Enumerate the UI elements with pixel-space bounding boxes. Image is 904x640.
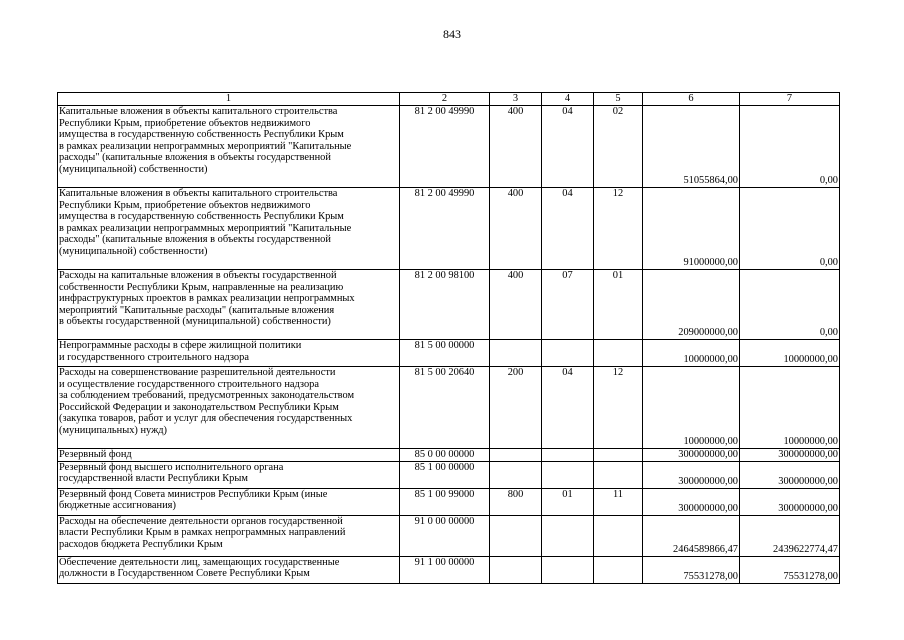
amount-col7: 0,00 [740,188,840,270]
expense-type-code [490,449,542,462]
subsection-code [594,461,643,488]
expense-type-code: 400 [490,188,542,270]
table-header-row [58,93,840,106]
amount-col7: 300000000,00 [740,449,840,462]
subsection-code [594,556,643,583]
target-article-code: 81 5 00 00000 [400,340,490,367]
expense-name: Резервный фонд Совета министров Республики Крым (иные бюджетные ассигнования) [58,488,400,515]
amount-col7: 10000000,00 [740,367,840,449]
amount-col7: 75531278,00 [740,556,840,583]
section-code: 01 [542,488,594,515]
expense-type-code [490,515,542,556]
subsection-code: 11 [594,488,643,515]
amount-col6: 51055864,00 [643,106,740,188]
expense-name: Обеспечение деятельности лиц, замещающих государственные должности в Государственном Совете Республики Крым [58,556,400,583]
target-article-code: 81 2 00 49990 [400,188,490,270]
amount-col6: 300000000,00 [643,449,740,462]
target-article-code: 91 0 00 00000 [400,515,490,556]
column-header: 2 [400,93,490,106]
expense-type-code: 400 [490,106,542,188]
table-row [58,367,840,449]
expense-name: Капитальные вложения в объекты капитального строительства Республики Крым, приобретение объектов недвижимого имущества в государственную собственность Республики Крым в рамках реализации непрограммных мероприятий "Капитальные расходы" (капитальные вложения в объекты государственной (муниципальной) собственности) [58,106,400,188]
amount-col7: 300000000,00 [740,461,840,488]
table-row [58,106,840,188]
column-header: 4 [542,93,594,106]
expense-name: Резервный фонд высшего исполнительного органа государственной власти Республики Крым [58,461,400,488]
amount-col6: 75531278,00 [643,556,740,583]
section-code [542,556,594,583]
section-code: 04 [542,188,594,270]
section-code: 04 [542,106,594,188]
expense-type-code: 400 [490,270,542,340]
target-article-code: 85 1 00 00000 [400,461,490,488]
expense-type-code [490,340,542,367]
expense-type-code: 800 [490,488,542,515]
expense-type-code [490,556,542,583]
target-article-code: 91 1 00 00000 [400,556,490,583]
expense-type-code: 200 [490,367,542,449]
subsection-code [594,340,643,367]
column-header: 1 [58,93,400,106]
section-code: 04 [542,367,594,449]
expense-name: Резервный фонд [58,449,400,462]
subsection-code [594,449,643,462]
table-row [58,515,840,556]
table-row [58,340,840,367]
amount-col7: 10000000,00 [740,340,840,367]
amount-col6: 10000000,00 [643,367,740,449]
expense-name: Непрограммные расходы в сфере жилищной политики и государственного строительного надзора [58,340,400,367]
page-number: 843 [443,27,461,41]
subsection-code [594,515,643,556]
expense-type-code [490,461,542,488]
target-article-code: 81 5 00 20640 [400,367,490,449]
section-code [542,461,594,488]
table-row [58,461,840,488]
table-row [58,270,840,340]
amount-col6: 209000000,00 [643,270,740,340]
table-row [58,188,840,270]
table-row [58,488,840,515]
section-code [542,340,594,367]
column-header: 5 [594,93,643,106]
target-article-code: 81 2 00 49990 [400,106,490,188]
expense-name: Расходы на капитальные вложения в объекты государственной собственности Республики Крым, направленные на реализацию инфраструктурных проектов в рамках реализации непрограммных мероприятий "Капитальные расходы" (капитальные вложения в объекты государственной (муниципальной) собственности) [58,270,400,340]
amount-col6: 10000000,00 [643,340,740,367]
target-article-code: 85 0 00 00000 [400,449,490,462]
expense-name: Расходы на совершенствование разрешительной деятельности и осуществление государственного строительного надзора за соблюдением требований, предусмотренных законодательством Российской Федерации и законодательством Республики Крым (закупка товаров, работ и услуг для обеспечения государственных (муниципальных) нужд) [58,367,400,449]
target-article-code: 85 1 00 99000 [400,488,490,515]
amount-col6: 300000000,00 [643,488,740,515]
amount-col7: 2439622774,47 [740,515,840,556]
amount-col6: 300000000,00 [643,461,740,488]
column-header: 7 [740,93,840,106]
column-header: 6 [643,93,740,106]
subsection-code: 12 [594,188,643,270]
amount-col7: 300000000,00 [740,488,840,515]
amount-col7: 0,00 [740,106,840,188]
amount-col6: 91000000,00 [643,188,740,270]
table-row [58,556,840,583]
target-article-code: 81 2 00 98100 [400,270,490,340]
subsection-code: 01 [594,270,643,340]
subsection-code: 12 [594,367,643,449]
amount-col7: 0,00 [740,270,840,340]
section-code [542,515,594,556]
table-row [58,449,840,462]
amount-col6: 2464589866,47 [643,515,740,556]
budget-table [57,92,840,584]
column-header: 3 [490,93,542,106]
subsection-code: 02 [594,106,643,188]
section-code: 07 [542,270,594,340]
expense-name: Расходы на обеспечение деятельности органов государственной власти Республики Крым в рамках непрограммных направлений расходов бюджета Республики Крым [58,515,400,556]
expense-name: Капитальные вложения в объекты капитального строительства Республики Крым, приобретение объектов недвижимого имущества в государственную собственность Республики Крым в рамках реализации непрограммных мероприятий "Капитальные расходы" (капитальные вложения в объекты государственной (муниципальной) собственности) [58,188,400,270]
section-code [542,449,594,462]
